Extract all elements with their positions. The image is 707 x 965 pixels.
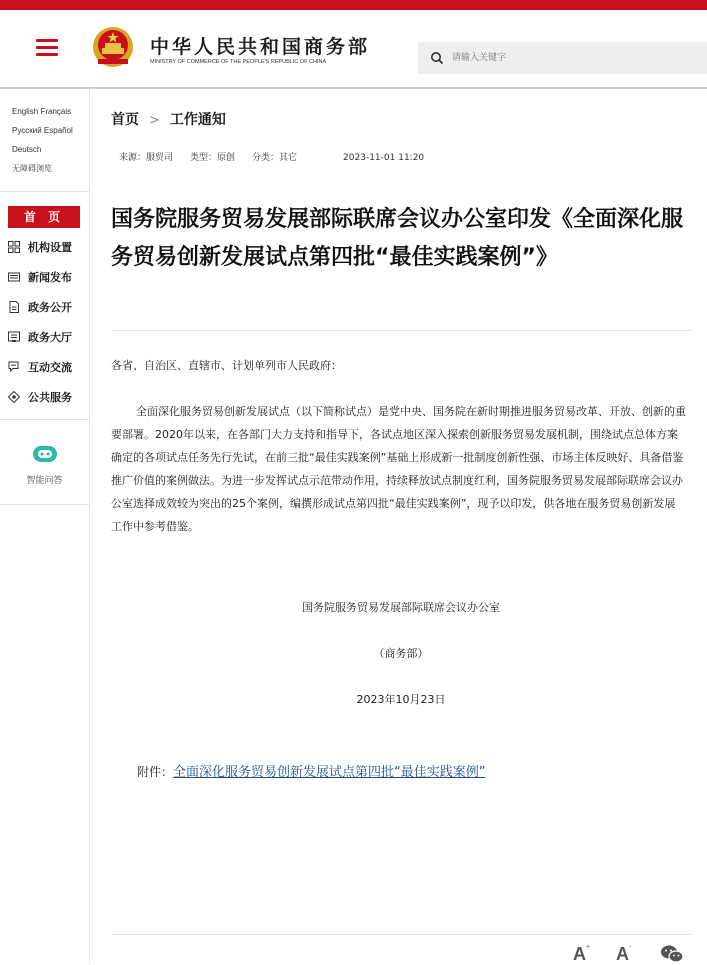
signature-date: 2023年10月23日 xyxy=(356,693,446,706)
menu-button[interactable] xyxy=(36,39,58,57)
ai-assistant-button[interactable] xyxy=(0,443,89,486)
meta-category: 分类：其它 xyxy=(252,153,298,163)
sidebar xyxy=(0,89,90,964)
site-subtitle: MINISTRY OF COMMERCE OF THE PEOPLE'S REPUBLIC OF CHINA xyxy=(150,59,327,65)
sidebar-item-label: 政务公开 xyxy=(28,301,72,314)
national-emblem-icon[interactable] xyxy=(92,26,134,68)
sidebar-item-label: 机构设置 xyxy=(28,241,72,254)
sidebar-item-gov-open[interactable] xyxy=(8,296,72,318)
header xyxy=(0,10,707,87)
breadcrumb-current[interactable]: 工作通知 xyxy=(169,112,226,128)
hall-icon xyxy=(8,331,20,343)
ai-assistant-label: 智能问答 xyxy=(26,476,63,486)
news-icon xyxy=(8,271,20,283)
menu-bar xyxy=(36,39,58,42)
sidebar-item-gov-hall[interactable] xyxy=(8,326,72,348)
top-red-bar xyxy=(0,0,707,10)
sidebar-item-interaction[interactable] xyxy=(8,356,72,378)
attachment-label: 附件： xyxy=(137,765,174,779)
search-icon[interactable] xyxy=(430,51,444,65)
search-input[interactable] xyxy=(452,42,692,74)
sidebar-divider xyxy=(0,191,89,192)
document-icon xyxy=(8,301,20,313)
title-divider xyxy=(111,330,692,331)
sidebar-item-label: 公共服务 xyxy=(28,391,72,404)
meta-date: 2023-11-01 11:20 xyxy=(343,153,425,163)
breadcrumb-separator: > xyxy=(149,113,160,128)
meta-source: 来源：服贸司 xyxy=(119,153,174,163)
breadcrumb-home-link[interactable]: 首页 xyxy=(111,112,139,128)
signature-organization: 国务院服务贸易发展部际联席会议办公室 xyxy=(302,601,500,614)
search-box[interactable] xyxy=(418,42,707,74)
article-salutation: 各省、自治区、直辖市、计划单列市人民政府： xyxy=(111,359,342,372)
sidebar-item-label: 互动交流 xyxy=(28,361,72,374)
grid-icon xyxy=(8,241,20,253)
language-links-en-fr[interactable]: English Français xyxy=(12,107,72,116)
article-meta xyxy=(119,150,441,163)
language-links-ru-es[interactable]: Русский Español xyxy=(12,126,73,135)
meta-type: 类型：原创 xyxy=(190,153,236,163)
article-title: 国务院服务贸易发展部际联席会议办公室印发《全面深化服务贸易创新发展试点第四批“最佳实践案例”》 xyxy=(111,207,684,270)
sidebar-item-news[interactable] xyxy=(8,266,72,288)
breadcrumb xyxy=(111,109,226,129)
article-body: 全面深化服务贸易创新发展试点（以下简称试点）是党中央、国务院在新时期推进服务贸易改革、开放、创新的重要部署。2020年以来，在各部门大力支持和指导下，各试点地区深入探索创新服务贸易发展机制，围绕试点总体方案确定的各项试点任务先行先试，在前三批“最佳实践案例”基础上形成新一批制度创新性强、市场主体反映好、具备借鉴推广价值的案例做法。为进一步发挥试点示范带动作用，持续释放试点制度红利，国务院服务贸易发展部际联席会议办公室选择成效较为突出的25个案例，编撰形成试点第四批“最佳实践案例”，现予以印发，供各地在服务贸易创新发展工作中参考借鉴。 xyxy=(111,405,686,533)
language-link-de[interactable]: Deutsch xyxy=(12,145,42,154)
sidebar-divider xyxy=(0,504,89,505)
sidebar-item-public-service[interactable] xyxy=(8,386,72,408)
footer-divider xyxy=(111,934,692,935)
robot-icon xyxy=(30,443,60,465)
chat-icon xyxy=(8,361,20,373)
font-decrease-sup: - xyxy=(629,944,632,951)
wechat-share-icon[interactable] xyxy=(660,944,684,964)
attachment xyxy=(137,761,486,780)
sidebar-item-label: 政务大厅 xyxy=(28,331,72,344)
accessible-browsing-link[interactable]: 无障碍浏览 xyxy=(12,164,52,173)
sidebar-item-label: 新闻发布 xyxy=(28,271,72,284)
site-title[interactable]: 中华人民共和国商务部 xyxy=(150,36,371,58)
service-icon xyxy=(8,391,20,403)
font-increase-button[interactable] xyxy=(573,944,590,965)
attachment-link[interactable]: 全面深化服务贸易创新发展试点第四批“最佳实践案例” xyxy=(173,765,486,780)
sidebar-item-home[interactable]: 首 页 xyxy=(8,206,80,228)
menu-bar xyxy=(36,53,58,56)
font-increase-sup: + xyxy=(586,944,591,951)
signature-department: （商务部） xyxy=(373,647,429,660)
menu-bar xyxy=(36,46,58,49)
sidebar-item-organization[interactable] xyxy=(8,236,72,258)
sidebar-divider xyxy=(0,419,89,420)
header-divider xyxy=(0,87,707,89)
font-decrease-button[interactable] xyxy=(616,944,631,965)
font-increase-label: A xyxy=(573,944,586,964)
font-decrease-label: A xyxy=(616,944,629,964)
